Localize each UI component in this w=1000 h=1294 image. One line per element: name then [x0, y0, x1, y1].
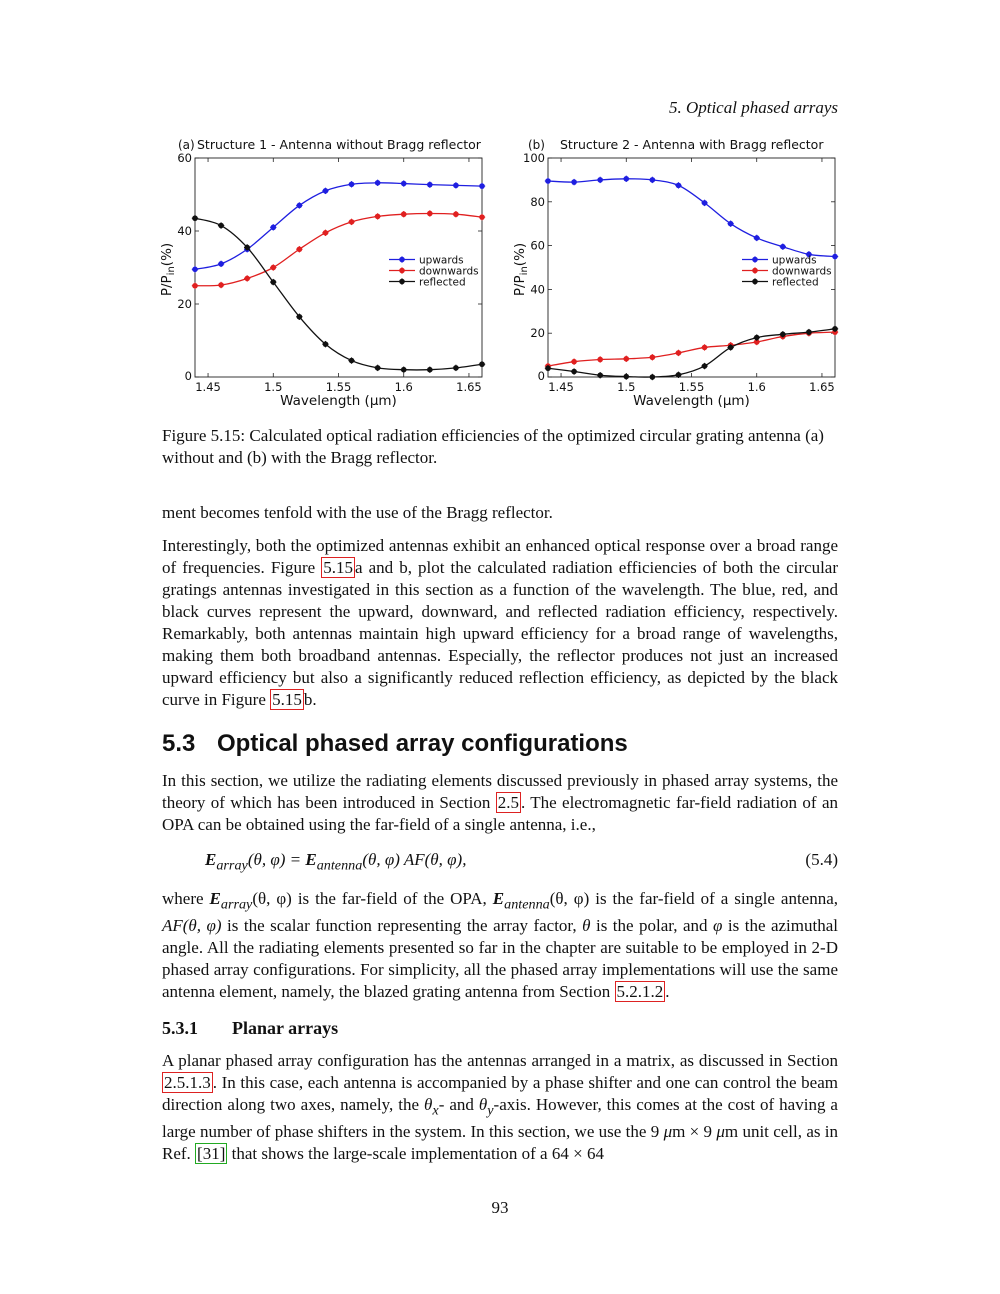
legend-label: reflected [772, 276, 819, 289]
p4-text-b: (θ, φ) is the far-field of the OPA, [252, 889, 493, 908]
legend [389, 255, 479, 289]
eq-E2: E [305, 850, 317, 869]
section-ref-link[interactable]: 2.5 [497, 793, 519, 812]
series-reflected [192, 215, 485, 373]
eq-E1: E [205, 850, 217, 869]
p5-theta-y: θ [478, 1095, 488, 1114]
series-line [548, 179, 835, 257]
series-downwards [545, 329, 838, 369]
figure-5-15 [0, 0, 1000, 420]
y-tick-label: 0 [184, 369, 192, 383]
section-number: 5.3 [162, 730, 196, 757]
x-tick-label: 1.55 [678, 380, 705, 394]
figure-ref-link[interactable]: 5.15 [272, 690, 302, 709]
equation-5-4 [205, 850, 466, 874]
subsection-number: 5.3.1 [162, 1018, 198, 1038]
p5-text-e: m × 9 [672, 1122, 717, 1142]
p4-sub2: antenna [504, 896, 550, 913]
chart-title: Structure 1 - Antenna without Bragg reflector [197, 137, 481, 152]
legend-label: downwards [772, 265, 832, 278]
y-tick-label: 0 [537, 369, 545, 383]
y-tick-label: 40 [530, 282, 545, 297]
p5-text-b: . In this case, each antenna is accompanied by a phase shifter and one can control the beam direction along two axes, namely, the [162, 1073, 838, 1114]
y-tick-label: 60 [177, 151, 192, 165]
p4-E2: E [492, 889, 505, 908]
p4-text-e: is the polar, and [590, 916, 714, 936]
subsection-title: Planar arrays [232, 1018, 339, 1038]
p5-text-g: that shows the large-scale implementation of a 64 × 64 [227, 1144, 604, 1164]
series-upwards [545, 176, 838, 260]
y-tick-label: 20 [177, 297, 192, 311]
x-tick-label: 1.45 [195, 380, 221, 394]
eq-args2: (θ, φ) AF(θ, φ), [362, 850, 467, 869]
y-tick-label: 40 [177, 224, 192, 238]
chart-title: Structure 2 - Antenna with Bragg reflector [560, 137, 824, 152]
paragraph-2 [162, 535, 838, 711]
x-tick-label: 1.55 [325, 380, 352, 394]
legend-label: reflected [419, 276, 466, 289]
panel-label: (b) [528, 138, 545, 152]
x-axis-label: Wavelength (μm) [633, 393, 750, 409]
p4-text-f: is the azimuthal angle. All the radiating elements presented so far in the chapter are suitable to be employed in 2-D phased array configurations. For simplicity, all the phased array implementations will use the same antenna element, namely, the blazed grating antenna from Section [162, 916, 838, 1002]
p4-theta: θ [582, 916, 591, 936]
p3-text-a: In this section, we utilize the radiating elements discussed previously in phased array systems, the theory of which has been introduced in Section [162, 771, 838, 812]
x-axis-label: Wavelength (μm) [280, 393, 397, 409]
chart-panel-a [159, 137, 485, 409]
p5-mu: μ [716, 1122, 725, 1142]
legend-label: upwards [419, 254, 464, 267]
y-tick-label: 80 [530, 194, 545, 209]
x-tick-label: 1.5 [617, 380, 636, 394]
y-axis-label: $P/P_{in}(\%)$ [159, 242, 177, 297]
x-tick-label: 1.45 [548, 380, 574, 394]
x-tick-label: 1.6 [747, 380, 766, 394]
p5-text-a: A planar phased array configuration has the antennas arranged in a matrix, as discussed in Section [162, 1051, 838, 1070]
x-tick-label: 1.6 [394, 380, 413, 394]
y-axis-label: $P/P_{in}(\%)$ [512, 242, 530, 297]
section-ref-link[interactable]: 5.2.1.2 [616, 982, 664, 1002]
series-line [548, 329, 835, 377]
legend-label: upwards [772, 254, 817, 267]
series-reflected [545, 326, 838, 381]
paragraph-1: ment becomes tenfold with the use of the Bragg reflector. [162, 503, 553, 522]
series-line [548, 332, 835, 366]
p4-text-d: is the scalar function representing the array factor, [221, 916, 583, 936]
subsection-heading [162, 1018, 338, 1039]
section-ref-link[interactable]: 2.5.1.3 [164, 1073, 211, 1092]
paragraph-3 [162, 770, 838, 836]
p5-text-c: - and [438, 1095, 479, 1114]
p5-theta-x: θ [424, 1095, 433, 1114]
p4-E1: E [209, 889, 221, 908]
section-title: Optical phased array configurations [217, 730, 628, 757]
paragraph-4 [162, 888, 838, 1003]
figure-svg [0, 0, 1000, 420]
p2-text-c: b. [303, 690, 317, 709]
running-head: 5. Optical phased arrays [668, 98, 838, 117]
eq-sub2: antenna [316, 857, 363, 874]
x-tick-label: 1.5 [264, 380, 283, 394]
p4-phi: φ [713, 916, 723, 936]
y-tick-label: 60 [530, 238, 545, 253]
series-line [195, 218, 482, 370]
p4-text-a: where [162, 889, 210, 908]
y-tick-label: 100 [523, 151, 545, 165]
p5-mu: μ [663, 1122, 673, 1142]
p5-theta-x-sub: x [432, 1102, 439, 1119]
p4-text-c: (θ, φ) is the far-field of a single antenna, [549, 889, 839, 908]
panel-label: (a) [178, 138, 195, 152]
p3-text-b: . The electromagnetic far-field radiation of an OPA can be obtained using the far-field of a single antenna, i.e., [162, 793, 838, 834]
p5-text-f: m unit cell, as in Ref. [162, 1122, 839, 1164]
p2-text-a: Interestingly, both the optimized antennas exhibit an enhanced optical response over a broad range of frequencies. Figure [162, 536, 838, 577]
chart-panel-b [512, 137, 838, 409]
y-tick-label: 20 [530, 326, 545, 341]
page-number: 93 [491, 1198, 509, 1217]
x-tick-label: 1.65 [809, 380, 835, 394]
p4-text-g: . [665, 982, 670, 1002]
eq-args1: (θ, φ) = [247, 850, 306, 869]
p4-sub1: array [220, 896, 253, 913]
eq-sub1: array [216, 857, 248, 874]
figure-caption [162, 425, 838, 469]
legend-label: downwards [419, 265, 479, 278]
p5-theta-y-sub: y [487, 1102, 494, 1119]
caption-text: Calculated optical radiation efficiencies of the optimized circular grating antenna (a) without and (b) with the Bragg reflector. [162, 426, 824, 467]
caption-label: Figure 5.15: [162, 426, 246, 445]
figure-ref-link[interactable]: 5.15 [323, 558, 354, 577]
x-tick-label: 1.65 [456, 380, 482, 394]
citation-link[interactable]: [31] [197, 1144, 226, 1164]
p5-text-d: -axis. However, this comes at the cost of having a large number of phase shifters in the system. In this section, we use the 9 [162, 1095, 838, 1142]
equation-number: (5.4) [805, 850, 838, 869]
p2-text-b: a and b, plot the calculated radiation efficiencies of both the circular gratings antennas investigated in this section as a function of the wavelength. The blue, red, and black curves represent the upward, downward, and reflected radiation efficiency, respectively. Remarkably, both antennas maintain high upward efficiency for a broad range of wavelengths, making them both broadband antennas. Especially, the reflector produces not just an increased upward efficiency but also a significantly reduced reflection efficiency, as depicted by the black curve in Figure [162, 558, 838, 709]
paragraph-5 [162, 1050, 838, 1165]
p4-af: AF(θ, φ) [162, 916, 222, 936]
legend [742, 255, 832, 289]
section-heading [162, 730, 628, 758]
